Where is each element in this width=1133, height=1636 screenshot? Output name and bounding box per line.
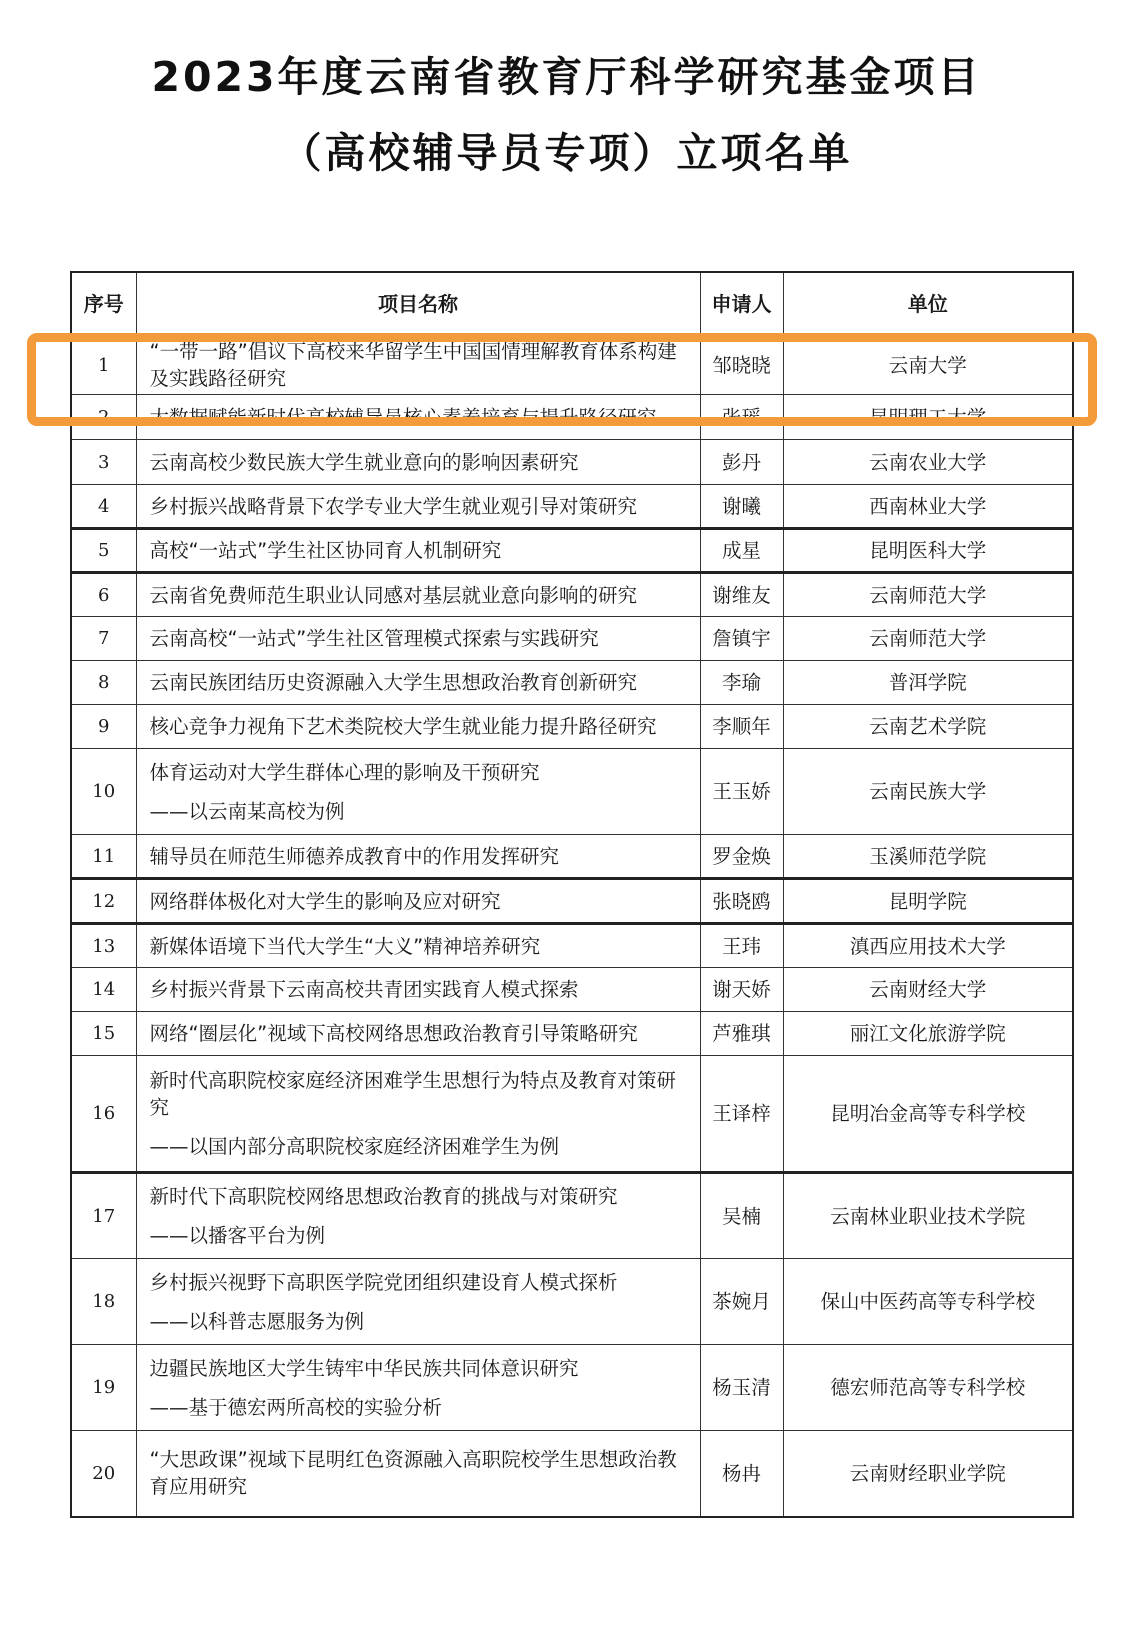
project-list-table-wrapper bbox=[70, 271, 1072, 1518]
applicant-name: 谢维友 bbox=[700, 573, 783, 617]
project-name: 高校“一站式”学生社区协同育人机制研究 bbox=[149, 539, 502, 562]
project-name-cell bbox=[136, 968, 700, 1012]
row-number: 4 bbox=[71, 485, 136, 529]
unit-name: 昆明理工大学 bbox=[783, 395, 1073, 440]
table-row bbox=[71, 485, 1073, 529]
project-name-cell bbox=[136, 749, 700, 835]
table-header-row bbox=[71, 272, 1073, 336]
applicant-name: 王玮 bbox=[700, 924, 783, 968]
project-name: “一带一路”倡议下高校来华留学生中国国情理解教育体系构建及实践路径研究 bbox=[149, 340, 677, 390]
project-name: 乡村振兴视野下高职医学院党团组织建设育人模式探析 bbox=[149, 1270, 618, 1294]
project-name-cell bbox=[136, 1345, 700, 1431]
project-name-cell bbox=[136, 879, 700, 924]
table-row bbox=[71, 749, 1073, 835]
project-name: 云南高校“一站式”学生社区管理模式探索与实践研究 bbox=[149, 627, 599, 650]
project-name-cell bbox=[136, 395, 700, 440]
row-number: 9 bbox=[71, 705, 136, 749]
unit-name: 昆明学院 bbox=[783, 879, 1073, 924]
project-subtitle: ——基于德宏两所高校的实验分析 bbox=[149, 1395, 443, 1419]
project-name: 体育运动对大学生群体心理的影响及干预研究 bbox=[149, 760, 540, 784]
project-name-cell bbox=[136, 1012, 700, 1056]
project-name: 辅导员在师范生师德养成教育中的作用发挥研究 bbox=[149, 844, 560, 868]
applicant-name: 吴楠 bbox=[700, 1173, 783, 1259]
table-row bbox=[71, 395, 1073, 440]
project-name: “大思政课”视域下昆明红色资源融入高职院校学生思想政治教育应用研究 bbox=[149, 1448, 677, 1499]
table-row bbox=[71, 835, 1073, 879]
project-name-cell bbox=[136, 1431, 700, 1517]
row-number: 3 bbox=[71, 440, 136, 485]
applicant-name: 谢天娇 bbox=[700, 968, 783, 1012]
unit-name: 云南林业职业技术学院 bbox=[783, 1173, 1073, 1259]
unit-name: 普洱学院 bbox=[783, 661, 1073, 705]
unit-name: 云南艺术学院 bbox=[783, 705, 1073, 749]
unit-name: 云南师范大学 bbox=[783, 573, 1073, 617]
applicant-name: 罗金焕 bbox=[700, 835, 783, 879]
project-name-cell bbox=[136, 835, 700, 879]
unit-name: 昆明医科大学 bbox=[783, 529, 1073, 573]
project-name-cell bbox=[136, 705, 700, 749]
table-row bbox=[71, 529, 1073, 573]
table-row bbox=[71, 1431, 1073, 1517]
row-number: 17 bbox=[71, 1173, 136, 1259]
unit-name: 云南财经大学 bbox=[783, 968, 1073, 1012]
row-number: 8 bbox=[71, 661, 136, 705]
project-name: 乡村振兴战略背景下农学专业大学生就业观引导对策研究 bbox=[149, 494, 638, 518]
page-title-line-2: （高校辅导员专项）立项名单 bbox=[280, 129, 853, 177]
project-name-cell bbox=[136, 617, 700, 661]
project-name: 新时代下高职院校网络思想政治教育的挑战与对策研究 bbox=[149, 1185, 618, 1208]
applicant-name: 成星 bbox=[700, 529, 783, 573]
unit-name: 德宏师范高等专科学校 bbox=[783, 1345, 1073, 1431]
table-row bbox=[71, 1259, 1073, 1345]
unit-name: 保山中医药高等专科学校 bbox=[783, 1259, 1073, 1345]
row-number: 7 bbox=[71, 617, 136, 661]
project-name: 云南省免费师范生职业认同感对基层就业意向影响的研究 bbox=[149, 583, 638, 607]
project-name: 新媒体语境下当代大学生“大义”精神培养研究 bbox=[149, 934, 541, 958]
applicant-name: 茶婉月 bbox=[700, 1259, 783, 1345]
project-name: 网络群体极化对大学生的影响及应对研究 bbox=[149, 889, 501, 913]
row-number: 18 bbox=[71, 1259, 136, 1345]
table-row bbox=[71, 1345, 1073, 1431]
project-name-cell bbox=[136, 1259, 700, 1345]
project-name-cell bbox=[136, 1173, 700, 1259]
project-name: 云南民族团结历史资源融入大学生思想政治教育创新研究 bbox=[149, 671, 638, 694]
applicant-name: 彭丹 bbox=[700, 440, 783, 485]
applicant-name: 王译梓 bbox=[700, 1056, 783, 1173]
table-row bbox=[71, 705, 1073, 749]
project-name-cell bbox=[136, 485, 700, 529]
unit-name: 云南财经职业学院 bbox=[783, 1431, 1073, 1517]
row-number: 11 bbox=[71, 835, 136, 879]
project-name: 边疆民族地区大学生铸牢中华民族共同体意识研究 bbox=[149, 1356, 579, 1380]
applicant-name: 李瑜 bbox=[700, 661, 783, 705]
applicant-name: 张晓鸥 bbox=[700, 879, 783, 924]
table-row bbox=[71, 1012, 1073, 1056]
applicant-name: 邹晓晓 bbox=[700, 336, 783, 395]
unit-name: 玉溪师范学院 bbox=[783, 835, 1073, 879]
table-row bbox=[71, 1173, 1073, 1259]
unit-name: 云南民族大学 bbox=[783, 749, 1073, 835]
project-list-table bbox=[70, 271, 1074, 1518]
project-subtitle: ——以科普志愿服务为例 bbox=[149, 1309, 365, 1333]
project-name: 新时代高职院校家庭经济困难学生思想行为特点及教育对策研究 bbox=[149, 1069, 677, 1119]
project-name-cell bbox=[136, 529, 700, 573]
table-row bbox=[71, 924, 1073, 968]
header-applicant: 申请人 bbox=[700, 272, 783, 336]
project-name: 网络“圈层化”视域下高校网络思想政治教育引导策略研究 bbox=[149, 1022, 638, 1045]
project-name-cell bbox=[136, 1056, 700, 1173]
row-number: 6 bbox=[71, 573, 136, 617]
project-subtitle: ——以播客平台为例 bbox=[149, 1224, 326, 1247]
unit-name: 西南林业大学 bbox=[783, 485, 1073, 529]
table-row bbox=[71, 661, 1073, 705]
row-number: 15 bbox=[71, 1012, 136, 1056]
applicant-name: 李顺年 bbox=[700, 705, 783, 749]
row-number: 2 bbox=[71, 395, 136, 440]
table-row bbox=[71, 1056, 1073, 1173]
project-name-cell bbox=[136, 336, 700, 395]
project-subtitle: ——以国内部分高职院校家庭经济困难学生为例 bbox=[149, 1135, 560, 1158]
applicant-name: 张瑶 bbox=[700, 395, 783, 440]
applicant-name: 杨冉 bbox=[700, 1431, 783, 1517]
project-name: 大数据赋能新时代高校辅导员核心素养培育与提升路径研究 bbox=[149, 405, 657, 429]
row-number: 1 bbox=[71, 336, 136, 395]
project-name: 核心竞争力视角下艺术类院校大学生就业能力提升路径研究 bbox=[149, 715, 657, 738]
table-body bbox=[71, 336, 1073, 1517]
applicant-name: 詹镇宇 bbox=[700, 617, 783, 661]
project-name: 云南高校少数民族大学生就业意向的影响因素研究 bbox=[149, 450, 579, 474]
unit-name: 滇西应用技术大学 bbox=[783, 924, 1073, 968]
applicant-name: 杨玉清 bbox=[700, 1345, 783, 1431]
unit-name: 云南大学 bbox=[783, 336, 1073, 395]
unit-name: 昆明冶金高等专科学校 bbox=[783, 1056, 1073, 1173]
header-unit: 单位 bbox=[783, 272, 1073, 336]
unit-name: 丽江文化旅游学院 bbox=[783, 1012, 1073, 1056]
project-name-cell bbox=[136, 440, 700, 485]
project-name: 乡村振兴背景下云南高校共青团实践育人模式探索 bbox=[149, 978, 579, 1001]
row-number: 13 bbox=[71, 924, 136, 968]
table-row bbox=[71, 336, 1073, 395]
row-number: 19 bbox=[71, 1345, 136, 1431]
row-number: 12 bbox=[71, 879, 136, 924]
row-number: 16 bbox=[71, 1056, 136, 1173]
project-name-cell bbox=[136, 924, 700, 968]
row-number: 5 bbox=[71, 529, 136, 573]
table-row bbox=[71, 879, 1073, 924]
table-row bbox=[71, 573, 1073, 617]
row-number: 14 bbox=[71, 968, 136, 1012]
project-name-cell bbox=[136, 573, 700, 617]
table-row bbox=[71, 617, 1073, 661]
applicant-name: 芦雅琪 bbox=[700, 1012, 783, 1056]
applicant-name: 王玉娇 bbox=[700, 749, 783, 835]
applicant-name: 谢曦 bbox=[700, 485, 783, 529]
unit-name: 云南农业大学 bbox=[783, 440, 1073, 485]
page-title-line-1: 2023年度云南省教育厅科学研究基金项目 bbox=[151, 53, 982, 101]
project-name-cell bbox=[136, 661, 700, 705]
table-row bbox=[71, 440, 1073, 485]
unit-name: 云南师范大学 bbox=[783, 617, 1073, 661]
table-row bbox=[71, 968, 1073, 1012]
row-number: 10 bbox=[71, 749, 136, 835]
project-subtitle: ——以云南某高校为例 bbox=[149, 799, 345, 823]
header-project-name: 项目名称 bbox=[136, 272, 700, 336]
row-number: 20 bbox=[71, 1431, 136, 1517]
header-no: 序号 bbox=[71, 272, 136, 336]
